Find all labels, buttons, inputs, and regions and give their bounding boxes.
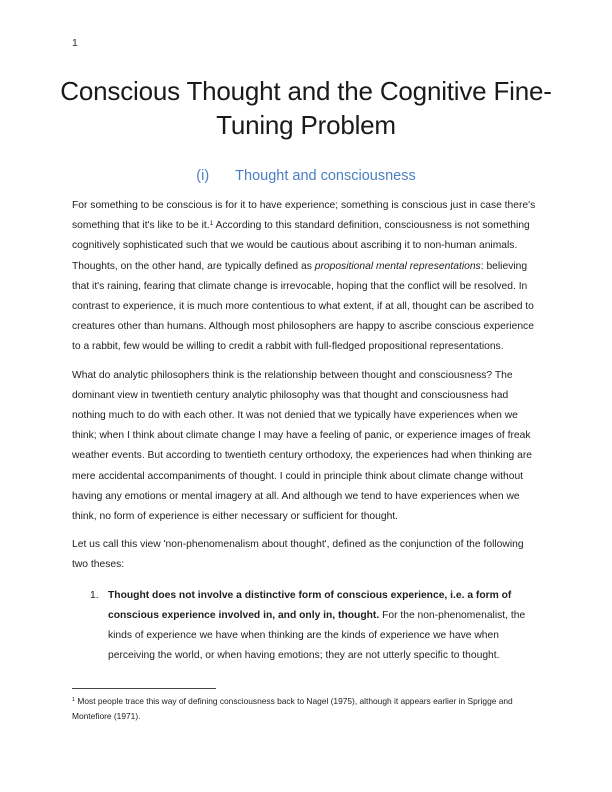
list-item-bold: Thought does not involve a distinctive form of conscious experience, i.e. a form of conscious experience involved in, and only in, thought. (108, 589, 512, 621)
theses-list (72, 586, 540, 667)
body-text (72, 196, 540, 666)
paragraph-1 (72, 196, 540, 358)
list-item-text: For the non-phenomenalist, the kinds of experience we have when thinking are the kinds of experience we have when perceiving the world, or when having emotions; they are not utterly specific to thought. (108, 609, 526, 662)
paragraph-1-part-b: According to this standard definition, consciousness is not something cognitively sophisticated such that we would be cautious about ascribing it to non-human animals. Thoughts, on the other hand, are typically defined as (72, 220, 530, 272)
paragraph-2: What do analytic philosophers think is the relationship between thought and consciousness? The dominant view in twentieth century analytic philosophy was that thought and consciousness had nothing much to do with each other. It was not denied that we typically have experiences when we think; when I think about climate change I may have a feeling of panic, or experience images of freak weather events. But according to twentieth century orthodoxy, the experiences had when thinking are mere accidental accompaniments of thought. I could in principle think about climate change without having any emotions or mental imagery at all. And although we tend to have experiences when we think, no form of experience is either necessary or sufficient for thought. (72, 369, 533, 523)
paragraph-1-emphasis: propositional mental representations (314, 260, 481, 272)
section-number: (i) (196, 168, 210, 184)
footnote-text: Most people trace this way of defining consciousness back to Nagel (1975), although it appears earlier in Sprigge and Montefiore (1971). (72, 696, 513, 721)
document-title: Conscious Thought and the Cognitive Fine-Tuning Problem (60, 76, 552, 140)
section-heading (72, 168, 540, 184)
page-number: 1 (72, 37, 78, 49)
paragraph-1-part-c: : believing that it's raining, fearing that climate change is irrevocable, hoping that the conflict will be resolved. In contrast to experience, it is much more contentious to what extent, if at all, thought can be ascribed to creatures other than humans. Although most philosophers are happy to ascribe conscious experience to a rabbit, few would be willing to credit a rabbit with full-fledged propositional representations. (72, 260, 534, 353)
paragraph-3: Let us call this view 'non-phenomenalism about thought', defined as the conjunction of the following two theses: (72, 539, 524, 571)
footnote-separator (72, 688, 216, 689)
paragraph-1-part-a: For something to be conscious is for it to have experience; something is conscious just in case there's something that it's like to be it. (72, 200, 536, 232)
footnote-number: 1 (72, 697, 76, 703)
footnote-reference[interactable]: 1 (209, 220, 214, 228)
list-marker: 1. (90, 589, 99, 601)
section-title: Thought and consciousness (235, 168, 416, 184)
list-item (72, 586, 540, 667)
footnote (72, 694, 540, 723)
